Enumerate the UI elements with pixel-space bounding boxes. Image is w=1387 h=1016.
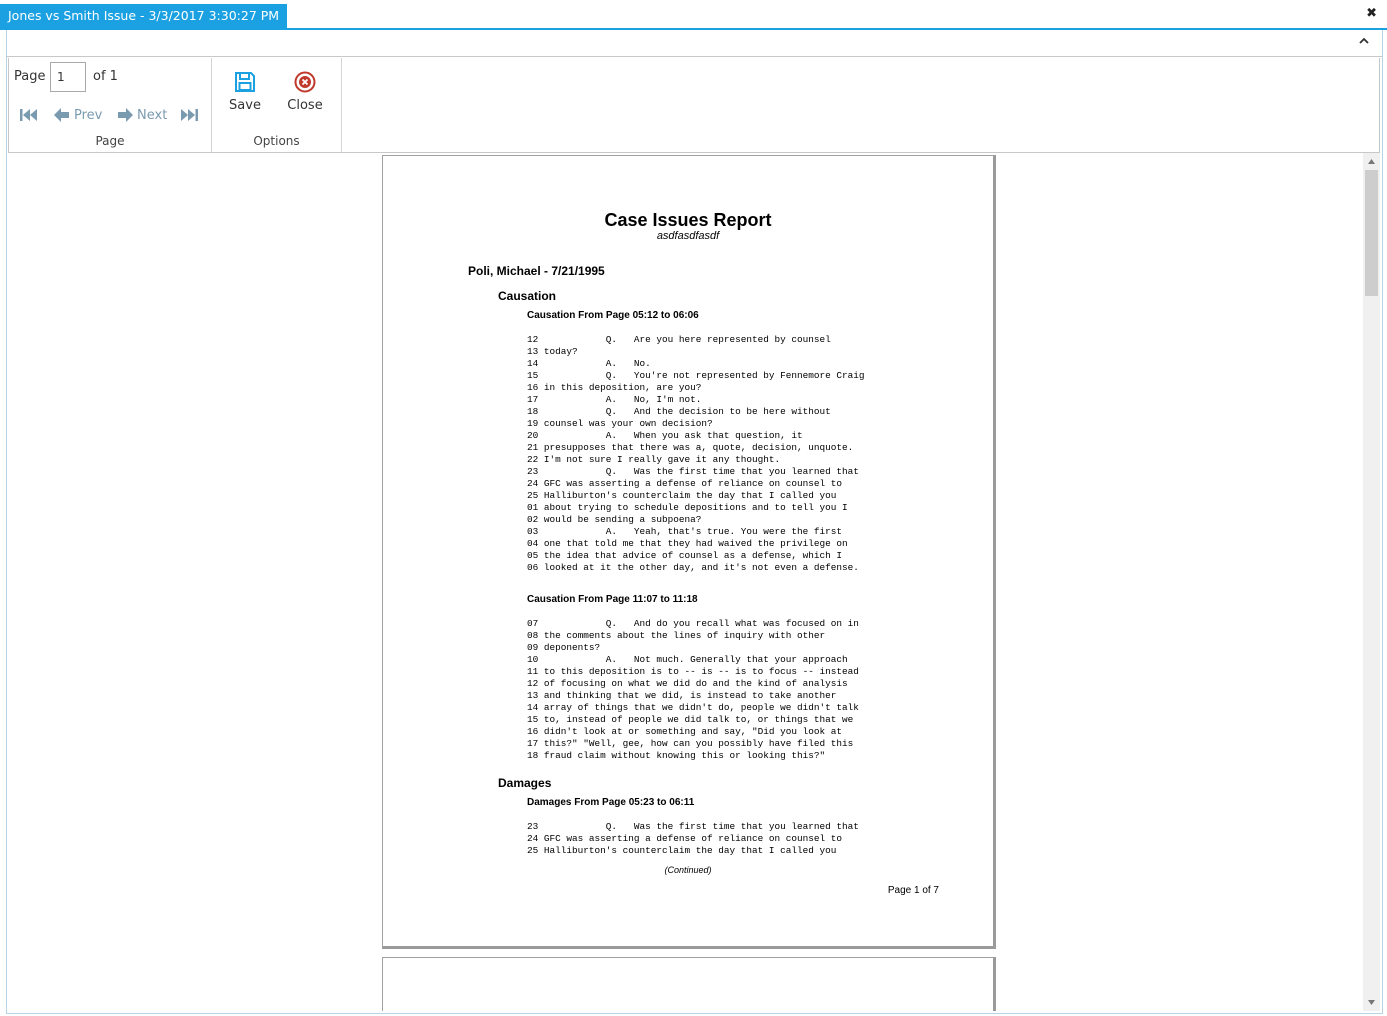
first-page-button[interactable]	[19, 107, 39, 123]
scrollbar-thumb[interactable]	[1365, 170, 1378, 296]
page-label: Page	[14, 69, 46, 84]
excerpt-range-heading: Causation From Page 05:12 to 06:06	[527, 310, 699, 321]
continued-note: (Continued)	[664, 865, 712, 875]
close-circle-icon	[293, 70, 317, 94]
issue-heading: Causation	[498, 289, 557, 303]
scroll-up-icon[interactable]	[1363, 153, 1380, 170]
transcript-excerpt: 23 Q. Was the first time that you learned that 24 GFC was asserting a defense of reliance on counsel to 25 Halliburton's counterclaim the day that I called you	[527, 821, 859, 856]
options-group	[212, 58, 342, 152]
vertical-scrollbar[interactable]	[1363, 153, 1380, 1011]
report-subtitle: asdfasdfasdf	[656, 230, 720, 242]
last-page-button[interactable]	[179, 107, 199, 123]
save-label: Save	[229, 98, 261, 113]
report-title: Case Issues Report	[604, 210, 772, 230]
ribbon-toolbar	[8, 58, 1380, 153]
scroll-down-icon[interactable]	[1363, 994, 1380, 1011]
arrow-left-icon	[53, 107, 71, 123]
prev-page-button[interactable]	[53, 107, 102, 123]
first-page-icon	[19, 107, 39, 123]
close-label: Close	[287, 98, 323, 113]
witness-heading: Poli, Michael - 7/21/1995	[468, 264, 605, 278]
transcript-excerpt: 07 Q. And do you recall what was focused on in 08 the comments about the lines of inquiry with other 09 deponents? 10 A. Not much. Generally that your approach 11 to this deposition is to -- is -- is to focus -- instead 12 of focusing on what we did do and the kind of analysis 13 and thinking that we did, is instead to take another 14 array of things that we didn't do, people we didn't talk 15 to, instead of people we did talk to, or things that we 16 didn't look at or something and say, "Did you look at 17 this?" "Well, gee, how can you possibly have filed this 18 fraud claim without knowing this or looking this?"	[527, 618, 859, 761]
transcript-excerpt: 12 Q. Are you here represented by counsel 13 today? 14 A. No. 15 Q. You're not represented by Fennemore Craig 16 in this deposition, are you? 17 A. No, I'm not. 18 Q. And the decision to be here without 19 counsel was your own decision? 20 A. When you ask that question, it 21 presupposes that there was a, quote, decision, unquote. 22 I'm not sure I really gave it any thought. 23 Q. Was the first time that you learned that 24 GFC was asserting a defense of reliance on counsel to 25 Halliburton's counterclaim the day that I called you 01 about trying to schedule depositions and to tell you I 02 would be sending a subpoena? 03 A. Yeah, that's true. You were the first 04 one that told me that they had waived the privilege on 05 the idea that advice of counsel as a defense, which I 06 looked at it the other day, and it's not even a defense.	[527, 334, 865, 573]
last-page-icon	[179, 107, 199, 123]
window-title-tab: Jones vs Smith Issue - 3/3/2017 3:30:27 PM	[0, 4, 287, 28]
page-group-label: Page	[95, 134, 125, 148]
issue-heading: Damages	[498, 776, 552, 790]
options-group-label: Options	[253, 134, 300, 148]
report-page	[382, 155, 996, 949]
excerpt-range-heading: Causation From Page 11:07 to 11:18	[527, 594, 698, 605]
close-button[interactable]	[280, 70, 330, 113]
chevron-up-icon[interactable]	[1357, 34, 1371, 48]
ribbon-collapse-bar	[6, 31, 1383, 57]
report-viewer[interactable]	[8, 153, 1380, 1011]
page-number-input[interactable]	[50, 62, 86, 92]
save-button[interactable]	[220, 70, 270, 113]
window-close-icon[interactable]: ✖	[1366, 6, 1377, 21]
report-page-number: Page 1 of 7	[887, 885, 939, 896]
next-page-button[interactable]	[116, 107, 167, 123]
next-label: Next	[137, 107, 168, 123]
page-count-label: of 1	[93, 69, 118, 84]
prev-label: Prev	[74, 107, 103, 123]
next-report-page	[382, 957, 996, 1011]
save-icon	[233, 70, 257, 94]
excerpt-range-heading: Damages From Page 05:23 to 06:11	[527, 797, 695, 808]
page-group	[9, 58, 212, 152]
arrow-right-icon	[116, 107, 134, 123]
